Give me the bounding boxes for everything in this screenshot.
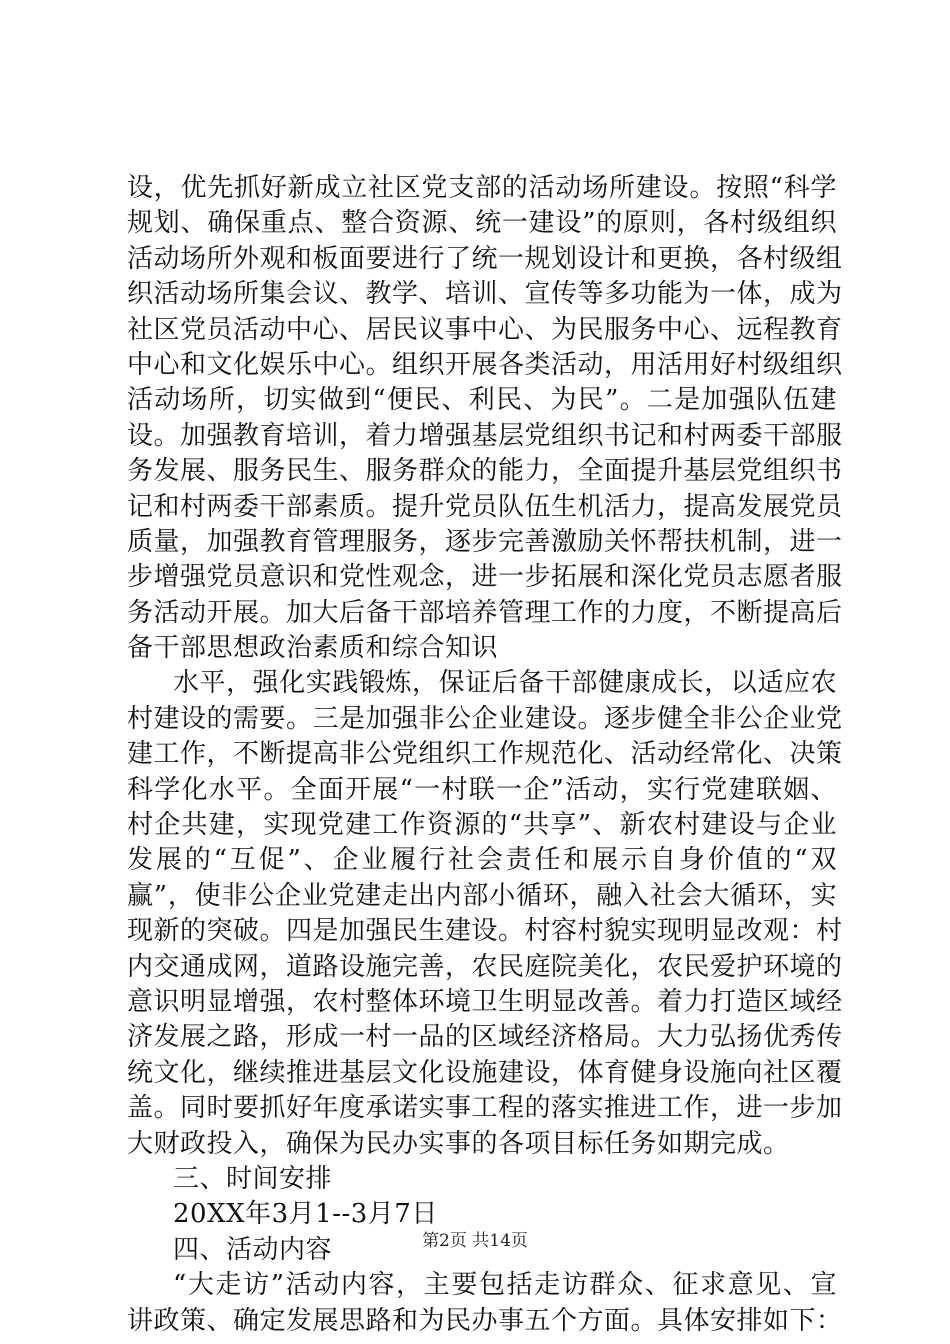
text-line: 步增强党员意识和党性观念，进一步拓展和深化党员志愿者服: [127, 562, 843, 593]
text-line: 意识明显增强，农村整体环境卫生明显改善。着力打造区域经: [127, 986, 843, 1017]
text-line: 济发展之路，形成一村一品的区域经济格局。大力弘扬优秀传: [127, 1022, 843, 1053]
text-line: 科学化水平。全面开展“一村联一企”活动，实行党建联姻、: [127, 774, 837, 805]
text-line: 建工作，不断提高非公党组织工作规范化、活动经常化、决策: [127, 739, 843, 770]
text-line: 赢”，使非公企业党建走出内部小循环，融入社会大循环，实: [127, 880, 837, 911]
text-line: 设，优先抓好新成立社区党支部的活动场所建设。按照“科学: [127, 173, 837, 203]
text-line: 发展的“互促”、企业履行社会责任和展示自身价值的“双: [127, 845, 837, 876]
text-line: 社区党员活动中心、居民议事中心、为民服务中心、远程教育: [127, 314, 843, 345]
text-line: 活动场所，切实做到“便民、利民、为民”。二是加强队伍建: [127, 385, 837, 416]
date-range-line: 20XX年3月1--3月7日: [173, 1199, 438, 1230]
text-line: 村企共建，实现党建工作资源的“共享”、新农村建设与企业: [127, 810, 837, 841]
paragraph-start-line: 水平，强化实践锻炼，保证后备干部健康成长，以适应农: [173, 668, 837, 699]
text-line: 现新的突破。四是加强民生建设。村容村貌实现明显改观：村: [127, 916, 843, 947]
text-line: 讲政策、确定发展思路和为民办事五个方面。具体安排如下：: [127, 1305, 843, 1336]
text-line: 织活动场所集会议、教学、培训、宣传等多功能为一体，成为: [127, 279, 843, 310]
text-line: 规划、确保重点、整合资源、统一建设”的原则，各村级组织: [127, 208, 837, 239]
body-text: [127, 171, 843, 1339]
text-line: 质量，加强教育管理服务，逐步完善激励关怀帮扶机制，进一: [127, 526, 843, 557]
text-line: 记和村两委干部素质。提升党员队伍生机活力，提高发展党员: [127, 491, 843, 522]
text-line: 务活动开展。加大后备干部培养管理工作的力度，不断提高后: [127, 597, 843, 628]
section-heading: 四、活动内容: [173, 1234, 333, 1265]
text-line: 统文化，继续推进基层文化设施建设，体育健身设施向社区覆: [127, 1057, 843, 1088]
text-line: 务发展、服务民生、服务群众的能力，全面提升基层党组织书: [127, 456, 843, 487]
text-line: 设。加强教育培训，着力增强基层党组织书记和村两委干部服: [127, 420, 843, 451]
paragraph-start-line: “大走访”活动内容，主要包括走访群众、征求意见、宣: [173, 1270, 837, 1301]
text-line: 中心和文化娱乐中心。组织开展各类活动，用活用好村级组织: [127, 349, 843, 380]
text-line: 大财政投入，确保为民办实事的各项目标任务如期完成。: [127, 1128, 790, 1159]
text-line: 活动场所外观和板面要进行了统一规划设计和更换，各村级组: [127, 243, 843, 274]
text-line: 盖。同时要抓好年度承诺实事工程的落实推进工作，进一步加: [127, 1093, 843, 1124]
text-line: 内交通成网，道路设施完善，农民庭院美化，农民爱护环境的: [127, 951, 843, 982]
text-line: 村建设的需要。三是加强非公企业建设。逐步健全非公企业党: [127, 703, 843, 734]
text-line: 备干部思想政治素质和综合知识: [127, 633, 499, 664]
section-heading: 三、时间安排: [173, 1163, 333, 1194]
page-number-footer: 第2页 共14页: [422, 1231, 528, 1251]
